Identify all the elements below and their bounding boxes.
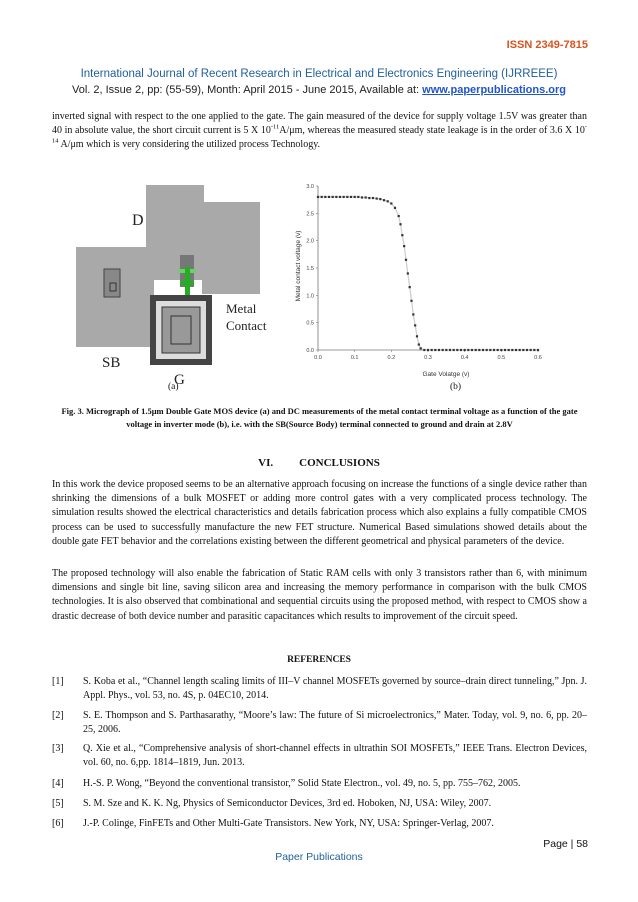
plot-x-tick-label: 0.4	[460, 355, 469, 361]
plot-data-point	[414, 324, 416, 326]
source-body-label: SB	[102, 355, 121, 371]
plot-data-point	[376, 197, 378, 199]
plot-data-point	[515, 349, 517, 351]
plot-x-tick-label: 0.0	[314, 355, 322, 361]
gate-label: G	[174, 372, 185, 388]
plot-x-tick-label: 0.3	[424, 355, 432, 361]
voltage-transfer-plot	[290, 174, 590, 378]
plot-data-point	[438, 349, 440, 351]
plot-y-tick-label: 2.5	[306, 211, 314, 218]
page-number: Page | 58	[543, 838, 588, 850]
reference-item	[52, 817, 587, 831]
device-micrograph	[74, 177, 318, 388]
plot-data-point	[394, 207, 396, 209]
plot-data-point	[354, 196, 356, 198]
plot-data-point	[423, 349, 425, 351]
publisher-footer[interactable]: Paper Publications	[275, 851, 363, 863]
drain-label: D	[132, 212, 144, 229]
reference-number: [6]	[52, 818, 64, 829]
plot-data-point	[317, 196, 319, 198]
plot-data-point	[526, 349, 528, 351]
plot-data-point	[410, 300, 412, 302]
section-number: VI.	[258, 457, 274, 469]
reference-item	[52, 709, 587, 737]
references-heading: REFERENCES	[287, 655, 351, 665]
plot-data-point	[390, 202, 392, 204]
plot-data-point	[332, 196, 334, 198]
section-title: CONCLUSIONS	[299, 457, 380, 469]
reference-text: H.-S. P. Wong, “Beyond the conventional transistor,” Solid State Electron., vol. 49, no. 5, pp. 755–762, 2005.	[83, 778, 521, 789]
plot-data-point	[365, 196, 367, 198]
plot-data-point	[431, 349, 433, 351]
plot-data-point	[434, 349, 436, 351]
intro-exponent-2: -14	[52, 123, 587, 146]
intro-text-3: A/μm which is very considering the utilized process Technology.	[58, 139, 321, 151]
plot-data-point	[357, 196, 359, 198]
drain-pad	[146, 185, 204, 277]
plot-data-point	[420, 347, 422, 349]
plot-x-tick-label: 0.6	[534, 355, 542, 361]
plot-data-point	[456, 349, 458, 351]
gate-bar	[180, 281, 194, 285]
plot-x-tick-label: 0.1	[350, 355, 359, 361]
plot-y-tick-label: 1.0	[306, 293, 314, 300]
plot-data-point	[467, 349, 469, 351]
reference-number: [1]	[52, 676, 64, 687]
plot-data-point	[522, 349, 524, 351]
issn-label: ISSN 2349-7815	[506, 39, 588, 51]
plot-y-axis-label: Metal contact voltage (v)	[295, 230, 302, 302]
plot-data-point	[445, 349, 447, 351]
plot-data-point	[372, 197, 374, 199]
subfigure-a-label: (a)	[168, 382, 179, 392]
journal-title: International Journal of Recent Research in Electrical and Electronics Engineering (IJRREEE)	[80, 68, 558, 80]
plot-y-tick-label: 1.5	[306, 266, 314, 272]
plot-y-tick-label: 0.5	[306, 320, 314, 327]
contact-label: Contact	[226, 318, 267, 333]
plot-data-point	[409, 286, 411, 288]
plot-data-point	[486, 349, 488, 351]
plot-data-point	[346, 196, 348, 198]
intro-text-1: inverted signal with respect to the one applied to the gate. The gain measured of the device for supply voltage 1.5V was greater than 40 in absolute value, the short circuit current is 5 X 10	[52, 111, 587, 137]
plot-x-axis-label: Gate Volatge (v)	[422, 371, 470, 378]
plot-y-tick-label: 3.0	[306, 184, 314, 190]
plot-data-point	[471, 349, 473, 351]
plot-data-point	[398, 215, 400, 217]
plot-data-point	[401, 234, 403, 236]
reference-item	[52, 675, 587, 703]
plot-data-point	[403, 245, 405, 247]
plot-data-point	[519, 349, 521, 351]
reference-text: S. Koba et al., “Channel length scaling limits of III–V channel MOSFETs governed by source–drain direct tunneling,” Jpn. J. Appl. Phys., vol. 53, no. 4S, p. 04EC10, 2014.	[83, 676, 587, 702]
plot-data-point	[416, 335, 418, 337]
plot-data-point	[478, 349, 480, 351]
plot-data-point	[482, 349, 484, 351]
reference-number: [2]	[52, 710, 64, 721]
conclusions-paragraph-2: The proposed technology will also enable the fabrication of Static RAM cells with only 3 transistors rather than 6, with minimum dimensions and single bit line, saving silicon area and increasing the memory performance in comparison with the bulk CMOS technologies. It is also observed that combinational and sequential circuits using the proposed method, with respect to CMOS show a drastic decrease of both device number and parasitic capacitances which results to improvement of the circuit speed.	[52, 568, 587, 622]
plot-x-tick-label: 0.5	[497, 355, 506, 361]
volume-info: Vol. 2, Issue 2, pp: (55-59), Month: April 2015 - June 2015, Available at:	[71, 84, 423, 96]
gate-pad-inner	[162, 307, 200, 353]
intro-exponent-1: -11	[270, 123, 280, 131]
reference-number: [4]	[52, 778, 64, 789]
plot-x-tick-label: 0.2	[387, 355, 396, 361]
plot-data-point	[511, 349, 513, 351]
figure-3	[52, 168, 587, 400]
reference-item	[52, 742, 587, 770]
plot-data-point	[500, 349, 502, 351]
plot-data-point	[493, 349, 495, 351]
plot-data-point	[460, 349, 462, 351]
plot-data-point	[412, 313, 414, 315]
plot-data-point	[464, 349, 466, 351]
plot-data-point	[533, 349, 535, 351]
plot-data-point	[489, 349, 491, 351]
plot-data-point	[368, 197, 370, 199]
volume-line	[0, 84, 638, 96]
plot-data-point	[427, 349, 429, 351]
figure-caption: Fig. 3. Micrograph of 1.5μm Double Gate MOS device (a) and DC measurements of the metal contact terminal voltage as a function of the gate voltage in inverter mode (b), i.e. with the SB(Source Body) terminal connected to ground and drain at 2.8V	[61, 406, 578, 429]
plot-data-point	[508, 349, 510, 351]
plot-data-point	[399, 223, 401, 225]
plot-data-point	[328, 196, 330, 198]
plot-data-point	[324, 196, 326, 198]
plot-data-point	[497, 349, 499, 351]
plot-data-point	[339, 196, 341, 198]
plot-y-tick-label: 2.0	[306, 238, 314, 245]
plot-data-point	[449, 349, 451, 351]
plot-data-point	[383, 199, 385, 201]
plot-data-point	[350, 196, 352, 198]
reference-text: S. M. Sze and K. K. Ng, Physics of Semiconductor Devices, 3rd ed. Hoboken, NJ, USA: Wiley, 2007.	[83, 798, 492, 809]
plot-data-point	[361, 196, 363, 198]
reference-number: [5]	[52, 798, 64, 809]
plot-data-point	[504, 349, 506, 351]
plot-data-point	[475, 349, 477, 351]
conclusions-paragraph-1: In this work the device proposed seems to be an alternative approach focusing on increase the functions of a single device rather than shrinking the dimensions of a bulk MOSFET or adding more control gates with a very complicated process technology. The simulation results showed the electrical characteristics and details fabrication process which also explains a fully compatible CMOS process can be used to successfully manufacture the new FET structure. Numerical Based simulations showed details about the double gate FET behavior and the correlations existing between the different geometrical and physical parameters of the device.	[52, 479, 587, 547]
reference-item	[52, 797, 587, 811]
plot-data-point	[387, 200, 389, 202]
reference-text: J.-P. Colinge, FinFETs and Other Multi-Gate Transistors. New York, NY, USA: Springer-Verlag, 2007.	[83, 818, 494, 829]
plot-data-point	[405, 259, 407, 261]
reference-text: Q. Xie et al., “Comprehensive analysis of short-channel effects in ultrathin SOI MOSFETs,” IEEE Trans. Electron Devices, vol. 60, no. 6,pp. 1814–1819, Jun. 2013.	[83, 743, 587, 769]
plot-data-point	[418, 343, 420, 345]
plot-data-point	[537, 349, 539, 351]
plot-data-point	[335, 196, 337, 198]
journal-website-link[interactable]: www.paperpublications.org	[422, 84, 566, 96]
plot-data-point	[442, 349, 444, 351]
plot-series-line	[318, 197, 538, 350]
metal-label: Metal	[226, 301, 257, 316]
plot-data-point	[379, 198, 381, 200]
plot-data-point	[453, 349, 455, 351]
plot-y-tick-label: 0.0	[306, 348, 314, 354]
subfigure-b-label: (b)	[450, 382, 462, 392]
intro-text-2: A/μm, whereas the measured steady state leakage is in the order of 3.6 X 10	[279, 125, 585, 137]
plot-data-point	[321, 196, 323, 198]
reference-item	[52, 777, 587, 791]
reference-text: S. E. Thompson and S. Parthasarathy, “Moore’s law: The future of Si microelectronics,” Mater. Today, vol. 9, no. 6, pp. 20–25, 2006.	[83, 710, 587, 736]
plot-data-point	[407, 272, 409, 274]
section-heading	[0, 457, 638, 469]
plot-data-point	[530, 349, 532, 351]
plot-data-point	[343, 196, 345, 198]
intro-paragraph	[52, 110, 587, 153]
metal-pad	[202, 202, 260, 294]
reference-number: [3]	[52, 743, 64, 754]
